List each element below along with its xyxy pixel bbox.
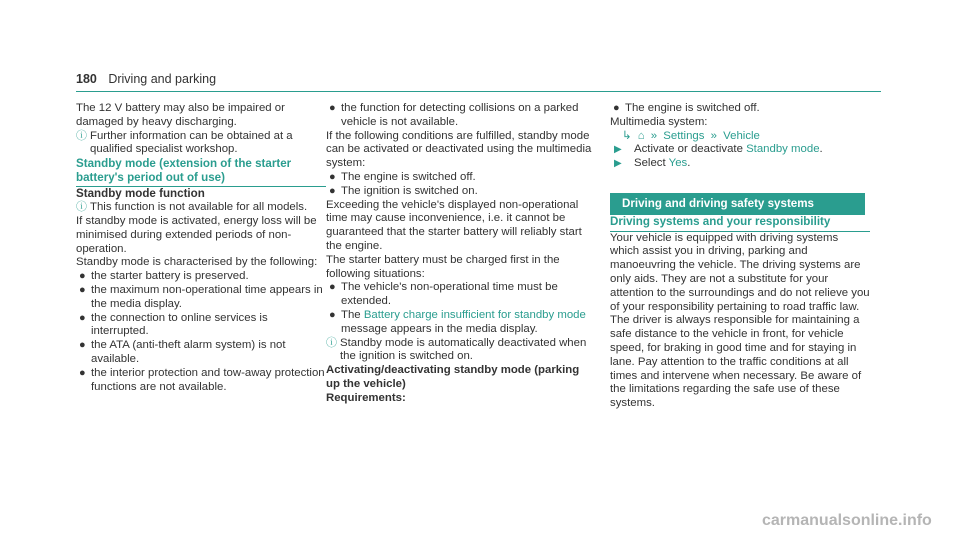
bullet-icon: ● — [79, 339, 86, 352]
info-icon: ⓘ — [76, 129, 87, 142]
bullet-icon: ● — [613, 102, 620, 114]
path-vehicle: Vehicle — [723, 129, 760, 142]
display-message-link: Battery charge insufficient for standby mode — [363, 308, 586, 321]
list-item-text: the function for detecting collisions on a parked vehicle is not available. — [341, 102, 579, 128]
list-item-text-post: message appears in the media display. — [341, 322, 538, 335]
step-select — [610, 157, 870, 171]
list-item-text-pre: The — [341, 308, 361, 321]
step-text-post: . — [819, 143, 823, 156]
list-item — [326, 281, 592, 309]
paragraph: Your vehicle is equipped with driving systems which assist you in driving, parking and manoeuvring the vehicle. The driving systems are only aids. They are not a substitute for your attention to the surroundings and do not relieve you of your responsibility pertaining to road traffic law. The driver is always responsible for maintaining a safe distance to the vehicle in front, for vehicle speed, for braking in good time and for staying in lane. Pay attention to the traffic conditions at all times and intervene when necessary. Be aware of the limitations regarding the safe use of these systems. — [610, 231, 870, 410]
list-item — [76, 270, 326, 284]
list-item-text: the starter battery is preserved. — [91, 270, 249, 283]
note-further-info — [76, 130, 326, 158]
list-item-text: The engine is switched off. — [341, 170, 476, 183]
info-icon: ⓘ — [326, 336, 337, 349]
paragraph: The starter battery must be charged first in the following situations: — [326, 253, 560, 280]
list-item — [76, 284, 326, 312]
chevron-icon: » — [650, 129, 658, 142]
list-item — [76, 312, 326, 340]
step-arrow-icon: ▶ — [614, 158, 622, 170]
column-middle — [326, 102, 592, 406]
bullet-icon: ● — [329, 281, 336, 294]
step-arrow-icon: ▶ — [614, 144, 622, 156]
watermark: carmanualsonline.info — [762, 512, 932, 529]
section-title-standby: Standby mode (extension of the starter battery's period out of use) — [76, 157, 292, 184]
step-text-pre: Select — [634, 157, 666, 170]
page-number: 180 — [76, 72, 97, 86]
page-header — [76, 72, 216, 86]
list-item-text: The engine is switched off. — [625, 102, 760, 114]
list-item — [76, 367, 326, 395]
step-text-pre: Activate or deactivate — [634, 143, 743, 156]
info-icon: ⓘ — [76, 201, 87, 214]
step-text-post: . — [687, 157, 691, 170]
path-arrow-icon: ↳ — [622, 129, 632, 142]
list-item — [326, 309, 592, 337]
chevron-icon: » — [710, 129, 717, 142]
standby-mode-option: Standby mode — [746, 143, 820, 156]
bullet-icon: ● — [79, 283, 86, 296]
bullet-icon: ● — [329, 184, 336, 197]
requirements-label: Requirements: — [326, 391, 406, 404]
paragraph: If standby mode is activated, energy loss will be minimised during extended periods of non-operation. — [76, 214, 317, 255]
paragraph: Standby mode is characterised by the following: — [76, 256, 318, 269]
list-item-text: The ignition is switched on. — [341, 184, 478, 197]
section-title-responsibility: Driving systems and your responsibility — [610, 214, 831, 228]
list-item-text: The vehicle's non-operational time must be extended. — [341, 281, 558, 308]
subheading-standby-function: Standby mode function — [76, 187, 205, 201]
note-auto-deactivate — [326, 337, 592, 365]
list-item-text: the ATA (anti-theft alarm system) is not available. — [91, 339, 286, 365]
home-icon: ⌂ — [637, 129, 645, 142]
paragraph: Exceeding the vehicle's displayed non-operational time may cause inconvenience, i.e. it cannot be guaranteed that the starter battery will reliably start the engine. — [326, 198, 582, 252]
note-text: Standby mode is automatically deactivated when the ignition is switched on. — [340, 336, 587, 363]
list-item — [326, 185, 592, 199]
path-settings: Settings — [663, 129, 705, 142]
multimedia-label: Multimedia system: — [610, 115, 708, 128]
column-left — [76, 102, 326, 394]
note-text: Further information can be obtained at a qualified specialist workshop. — [90, 129, 293, 156]
list-item — [610, 102, 870, 116]
note-availability — [76, 201, 326, 215]
note-text: This function is not available for all models. — [90, 201, 308, 214]
chapter-title: Driving and parking — [108, 72, 217, 86]
step-activate — [610, 143, 870, 157]
heading-activate-standby: Activating/deactivating standby mode (parking up the vehicle) — [326, 364, 580, 390]
header-divider — [76, 91, 881, 92]
bullet-icon: ● — [79, 366, 86, 379]
bullet-icon: ● — [79, 270, 86, 283]
bullet-icon: ● — [329, 308, 336, 321]
column-right — [610, 102, 870, 411]
bullet-icon: ● — [329, 170, 336, 183]
list-item — [326, 171, 592, 185]
paragraph: If the following conditions are fulfilled, standby mode can be activated or deactivated using the multimedia system: — [326, 129, 592, 170]
chapter-banner: Driving and driving safety systems — [610, 193, 865, 215]
yes-option: Yes — [668, 157, 688, 170]
menu-path — [610, 130, 870, 144]
bullet-icon: ● — [79, 311, 86, 324]
list-item — [76, 339, 326, 367]
list-item — [326, 102, 592, 130]
intro-text: The 12 V battery may also be impaired or damaged by heavy discharging. — [76, 102, 285, 128]
list-item-text: the maximum non-operational time appears in the media display. — [91, 283, 323, 310]
list-item-text: the interior protection and tow-away protection functions are not available. — [91, 366, 325, 393]
bullet-icon: ● — [329, 102, 336, 114]
list-item-text: the connection to online services is interrupted. — [91, 311, 268, 338]
